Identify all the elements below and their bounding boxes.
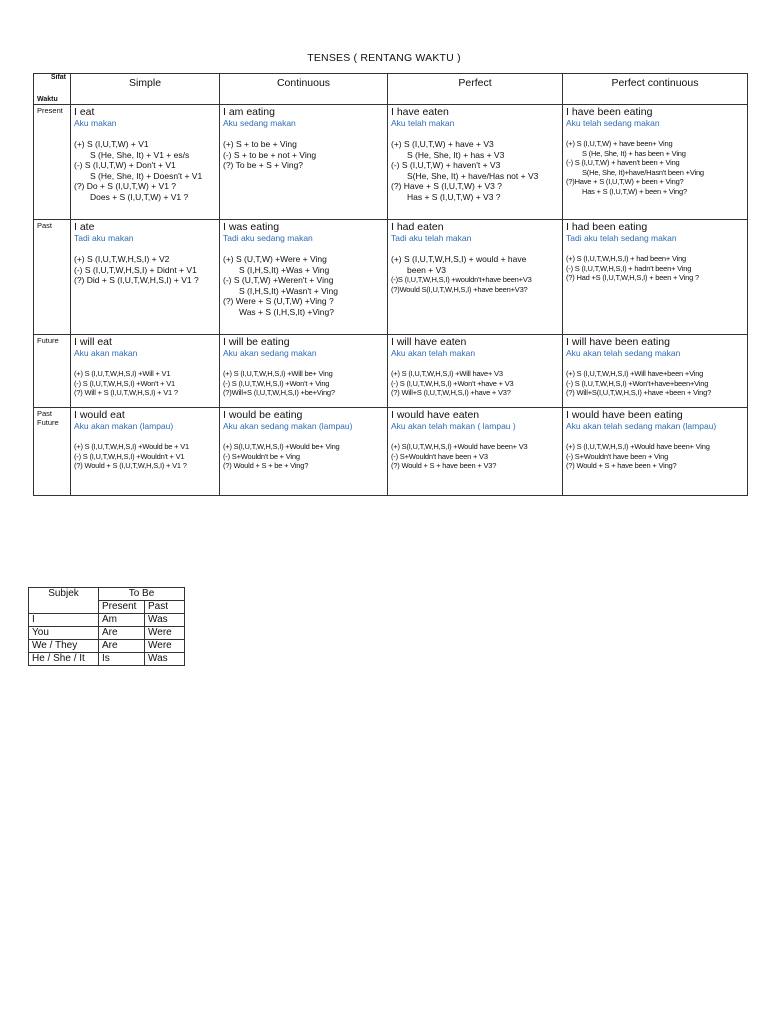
- formula-line: S (I,H,S,It) +Was + Ving: [239, 264, 330, 275]
- cell-past-future-perfect: [388, 408, 563, 496]
- formula-line: (-) S+Wouldn't be + Ving: [223, 451, 300, 461]
- cell-past-simple: [71, 220, 220, 335]
- formula-line: (-) S+Wouldn't have been + Ving: [566, 451, 669, 461]
- past-cell: Was: [145, 653, 185, 666]
- formula-line: (-) S (I,U,T,W,H,S,I) + hadn't been+ Ving: [566, 263, 692, 273]
- row-label-future: Future: [34, 335, 71, 408]
- formula-line: (-) S (I,U,T,W) + Don't + V1: [74, 160, 176, 170]
- example-sentence: I eat: [74, 106, 95, 118]
- present-cell: Am: [99, 614, 145, 627]
- cell-future-perfect-continuous: [563, 335, 748, 408]
- translation: Aku akan telah sedang makan: [566, 348, 681, 358]
- formula-line: S (He, She, It) + has been + Ving: [582, 148, 686, 158]
- formula-line: (+) S (I,U,T,W,H,S,I) + had been+ Ving: [566, 254, 687, 263]
- translation: Tadi aku telah sedang makan: [566, 233, 677, 243]
- to-be-table: [28, 587, 185, 666]
- table-corner-header: [34, 74, 71, 105]
- formula-line: S (He, She, It) + V1 + es/s: [90, 149, 190, 160]
- translation: Aku akan telah makan: [391, 348, 476, 358]
- formula-line: (+) S (I,U,T,W,H,S,I) +Will have+ V3: [391, 369, 503, 378]
- formula-line: S(He, She, It) + have/Has not + V3: [407, 170, 539, 181]
- formula-line: Was + S (I,H,S,It) +Ving?: [239, 306, 334, 317]
- example-sentence: I will be eating: [223, 336, 290, 348]
- example-sentence: I was eating: [223, 221, 280, 233]
- corner-label-sifat: Sifat: [50, 74, 66, 81]
- example-sentence: I will have been eating: [566, 336, 670, 348]
- formula-line: (-) S (I,U,T,W,H,S,I) + Didnt + V1: [74, 264, 197, 275]
- formula-line: (+) S (I,U,T,W,H,S,I) +Would be + V1: [74, 442, 189, 451]
- cell-present-simple: [71, 105, 220, 220]
- formula-line: S (He, She, It) + Doesn't + V1: [90, 170, 203, 181]
- table-row: [34, 335, 748, 408]
- formula-line: (?)Will+S (I,U,T,W,H,S,I) +be+Ving?: [223, 388, 335, 397]
- example-sentence: I had eaten: [391, 221, 444, 233]
- cell-past-future-continuous: [220, 408, 388, 496]
- translation: Aku telah sedang makan: [566, 118, 660, 128]
- translation: Aku makan: [74, 118, 117, 128]
- row-label-present: Present: [34, 105, 71, 220]
- present-cell: Are: [99, 627, 145, 640]
- cell-past-perfect-continuous: [563, 220, 748, 335]
- row-label-past: Past: [34, 220, 71, 335]
- corner-label-waktu: Waktu: [37, 96, 58, 103]
- formula-line: (?) Were + S (U,T,W) +Ving ?: [223, 296, 334, 306]
- formula-line: (-) S (I,U,T,W,H,S,I) +Won't + Ving: [223, 378, 330, 388]
- column-header-perfect: Perfect: [388, 74, 563, 105]
- formula-line: (+) S(I,U,T,W,H,S,I) +Would have been+ V3: [391, 442, 528, 451]
- formula-line: (+) S(I,U,T,W,H,S,I) +Would be+ Ving: [223, 442, 340, 451]
- formula-line: (-) S (U,T,W) +Weren't + Ving: [223, 275, 334, 285]
- formula-line: (-) S (I,U,T,W,H,S,I) +Won't + V1: [74, 378, 175, 388]
- translation: Aku akan telah makan ( lampau ): [391, 421, 516, 431]
- formula-line: (?) Do + S (I,U,T,W) + V1 ?: [74, 181, 177, 191]
- formula-line: (-) S+Wouldn't have been + V3: [391, 451, 488, 461]
- past-header: Past: [145, 601, 185, 614]
- tenses-table: [33, 73, 748, 496]
- present-header: Present: [99, 601, 145, 614]
- row-label-past-future: Past Future: [34, 408, 71, 496]
- translation: Tadi aku makan: [74, 233, 134, 243]
- table-row: [29, 627, 185, 640]
- formula-line: Does + S (I,U,T,W) + V1 ?: [90, 191, 189, 202]
- subject-cell: He / She / It: [29, 653, 99, 666]
- translation: Aku telah makan: [391, 118, 455, 128]
- subject-cell: You: [29, 627, 99, 640]
- example-sentence: I would be eating: [223, 409, 303, 421]
- cell-past-future-perfect-continuous: [563, 408, 748, 496]
- translation: Tadi aku sedang makan: [223, 233, 313, 243]
- to-be-header: To Be: [99, 588, 185, 601]
- formula-line: (-) S (I,U,T,W,H,S,I) +Won't+have+been+Ving: [566, 378, 709, 388]
- table-row: [34, 408, 748, 496]
- cell-present-perfect-continuous: [563, 105, 748, 220]
- formula-line: (?)Have + S (I,U,T,W) + been + Ving?: [566, 177, 684, 186]
- formula-line: been + V3: [407, 264, 446, 275]
- formula-line: (?) Will+S(I,U,T,W,H,S,I) +have +been + Ving?: [566, 388, 712, 397]
- formula-line: (-) S + to be + not + Ving: [223, 149, 317, 160]
- present-cell: Is: [99, 653, 145, 666]
- formula-line: (?) Had +S (I,U,T,W,H,S,I) + been + Ving ?: [566, 273, 699, 282]
- translation: Aku akan makan: [74, 348, 138, 358]
- cell-future-perfect: [388, 335, 563, 408]
- formula-line: S(He, She, It)+have/Hasn't been +Ving: [582, 167, 704, 177]
- formula-line: (+) S (I,U,T,W,H,S,I) + would + have: [391, 254, 527, 264]
- page-title: TENSES ( RENTANG WAKTU ): [307, 52, 461, 64]
- formula-line: (-) S (I,U,T,W,H,S,I) +Wouldn't + V1: [74, 451, 185, 461]
- formula-line: (+) S (I,U,T,W,H,S,I) + V2: [74, 254, 170, 264]
- column-header-continuous: Continuous: [220, 74, 388, 105]
- example-sentence: I have been eating: [566, 106, 653, 118]
- cell-past-perfect: [388, 220, 563, 335]
- formula-line: (-) S (I,U,T,W,H,S,I) +Won't +have + V3: [391, 378, 514, 388]
- past-cell: Were: [145, 640, 185, 653]
- formula-line: (?) Have + S (I,U,T,W) + V3 ?: [391, 181, 503, 191]
- subject-cell: I: [29, 614, 99, 627]
- subject-cell: We / They: [29, 640, 99, 653]
- formula-line: (+) S (I,U,T,W) + have been+ Ving: [566, 139, 673, 148]
- formula-line: (+) S (I,U,T,W,H,S,I) +Will be+ Ving: [223, 369, 333, 378]
- table-row: [29, 640, 185, 653]
- formula-line: (+) S (U,T,W) +Were + Ving: [223, 254, 327, 264]
- formula-line: (+) S (I,U,T,W,H,S,I) +Will + V1: [74, 369, 171, 378]
- example-sentence: I will have eaten: [391, 336, 467, 348]
- example-sentence: I will eat: [74, 336, 112, 348]
- translation: Aku akan sedang makan: [223, 348, 317, 358]
- formula-line: Has + S (I,U,T,W) + been + Ving?: [582, 186, 687, 196]
- past-cell: Were: [145, 627, 185, 640]
- example-sentence: I ate: [74, 221, 95, 233]
- column-header-perfect-continuous: Perfect continuous: [563, 74, 748, 105]
- formula-line: (-) S (I,U,T,W) + haven't been + Ving: [566, 158, 680, 167]
- translation: Aku sedang makan: [223, 118, 296, 128]
- formula-line: (?) Would + S + have been + Ving?: [566, 461, 677, 470]
- translation: Aku akan telah sedang makan (lampau): [566, 421, 717, 431]
- formula-line: S (I,H,S,It) +Wasn't + Ving: [239, 285, 338, 296]
- example-sentence: I would eat: [74, 409, 125, 421]
- formula-line: (+) S + to be + Ving: [223, 139, 297, 149]
- cell-past-continuous: [220, 220, 388, 335]
- column-header-simple: Simple: [71, 74, 220, 105]
- formula-line: S (He, She, It) + has + V3: [407, 149, 505, 160]
- formula-line: (+) S (I,U,T,W) + have + V3: [391, 139, 494, 149]
- formula-line: (?) Would + S + have been + V3?: [391, 461, 497, 470]
- formula-line: (+) S (I,U,T,W) + V1: [74, 139, 149, 149]
- formula-line: Has + S (I,U,T,W) + V3 ?: [407, 191, 501, 202]
- cell-present-continuous: [220, 105, 388, 220]
- table-row: [29, 653, 185, 666]
- example-sentence: I would have eaten: [391, 409, 480, 421]
- cell-future-simple: [71, 335, 220, 408]
- cell-future-continuous: [220, 335, 388, 408]
- past-cell: Was: [145, 614, 185, 627]
- translation: Tadi aku telah makan: [391, 233, 472, 243]
- table-row: [34, 105, 748, 220]
- formula-line: (?) Did + S (I,U,T,W,H,S,I) + V1 ?: [74, 275, 199, 285]
- formula-line: (?)Would S(I,U,T,W,H,S,I) +have been+V3?: [391, 284, 528, 294]
- table-row: [34, 220, 748, 335]
- formula-line: (?) Will+S (I,U,T,W,H,S,I) +have + V3?: [391, 388, 511, 397]
- translation: Aku akan sedang makan (lampau): [223, 421, 353, 431]
- cell-present-perfect: [388, 105, 563, 220]
- cell-past-future-simple: [71, 408, 220, 496]
- formula-line: (+) S (I,U,T,W,H,S,I) +Would have been+ Ving: [566, 442, 710, 451]
- formula-line: (?) To be + S + Ving?: [223, 160, 304, 170]
- formula-line: (?) Would + S + be + Ving?: [223, 461, 309, 470]
- example-sentence: I am eating: [223, 106, 275, 118]
- formula-line: (+) S (I,U,T,W,H,S,I) +Will have+been +Ving: [566, 369, 704, 378]
- example-sentence: I would have been eating: [566, 409, 683, 421]
- table-row: [29, 614, 185, 627]
- formula-line: (-) S (I,U,T,W) + haven't + V3: [391, 160, 501, 170]
- formula-line: (-)S (I,U,T,W,H,S,I) +wouldn't+have been+V3: [391, 275, 532, 284]
- translation: Aku akan makan (lampau): [74, 421, 174, 431]
- present-cell: Are: [99, 640, 145, 653]
- example-sentence: I have eaten: [391, 106, 449, 118]
- formula-line: (?) Would + S (I,U,T,W,H,S,I) + V1 ?: [74, 461, 187, 470]
- example-sentence: I had been eating: [566, 221, 648, 233]
- formula-line: (?) Will + S (I,U,T,W,H,S,I) + V1 ?: [74, 388, 178, 397]
- subjek-header: Subjek: [29, 588, 99, 614]
